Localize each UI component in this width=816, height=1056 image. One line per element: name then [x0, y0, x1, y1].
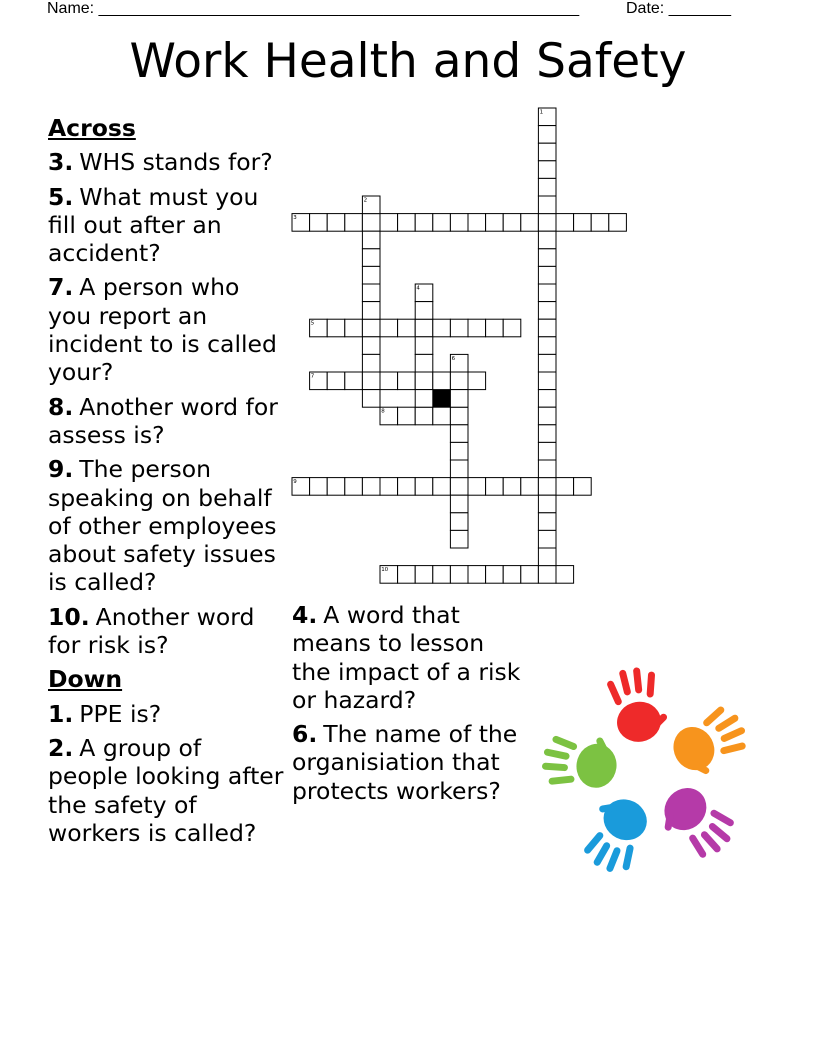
down-clue-4 — [292, 601, 522, 714]
crossword-cell[interactable] — [468, 214, 486, 232]
crossword-cell[interactable] — [415, 302, 433, 320]
crossword-cell[interactable] — [415, 337, 433, 355]
crossword-cell[interactable] — [538, 284, 556, 302]
crossword-cell[interactable] — [574, 478, 592, 496]
crossword-cell[interactable] — [362, 478, 380, 496]
crossword-cell[interactable] — [503, 566, 521, 584]
down-heading: Down — [48, 665, 123, 694]
crossword-cell[interactable] — [503, 319, 521, 337]
crossword-cell[interactable] — [538, 495, 556, 513]
crossword-cell[interactable] — [538, 266, 556, 284]
cell-number: 6 — [451, 355, 456, 362]
crossword-cell[interactable] — [538, 425, 556, 443]
crossword-cell[interactable] — [415, 390, 433, 408]
crossword-cell[interactable] — [574, 214, 592, 232]
crossword-cell[interactable] — [398, 372, 416, 390]
hand-print — [664, 700, 756, 784]
crossword-cell[interactable] — [433, 372, 451, 390]
crossword-cell[interactable] — [538, 126, 556, 144]
clue-text: What must you fill out after an accident? — [48, 182, 259, 268]
crossword-cell[interactable] — [503, 478, 521, 496]
crossword-cell[interactable] — [556, 478, 574, 496]
crossword-cell[interactable] — [468, 319, 486, 337]
cell-number: 8 — [381, 408, 385, 415]
crossword-cell[interactable] — [380, 319, 398, 337]
crossword-cell[interactable] — [362, 231, 380, 249]
crossword-cell[interactable] — [468, 566, 486, 584]
crossword-cell[interactable] — [450, 513, 468, 531]
crossword-cell[interactable] — [362, 284, 380, 302]
down-clue-2 — [48, 734, 288, 847]
clue-text: WHS stands for? — [79, 148, 273, 177]
across-clue-10 — [48, 603, 288, 660]
crossword-cell[interactable] — [433, 478, 451, 496]
crossword-cell[interactable] — [415, 566, 433, 584]
clue-text: Another word for risk is? — [48, 602, 255, 660]
crossword-cell[interactable] — [398, 566, 416, 584]
clue-text: A group of people looking after the safety of workers is called? — [48, 733, 284, 847]
crossword-cell[interactable] — [450, 478, 468, 496]
crossword-cell[interactable] — [415, 372, 433, 390]
crossword-cell[interactable] — [362, 354, 380, 372]
crossword-cell[interactable] — [450, 407, 468, 425]
crossword-cell[interactable] — [556, 566, 574, 584]
clue-text: A person who you report an incident to is called your? — [48, 273, 277, 387]
crossword-cell[interactable] — [415, 214, 433, 232]
crossword-cell[interactable] — [538, 231, 556, 249]
page-title: Work Health and Safety — [129, 34, 687, 89]
crossword-cell[interactable] — [538, 460, 556, 478]
crossword-cell[interactable] — [398, 214, 416, 232]
crossword-cell[interactable] — [415, 407, 433, 425]
crossword-cell[interactable] — [503, 214, 521, 232]
clue-number: 7. — [48, 273, 74, 302]
crossword-cell[interactable] — [538, 566, 556, 584]
crossword-cell[interactable] — [450, 530, 468, 548]
clue-number: 8. — [48, 392, 74, 421]
crossword-cell[interactable] — [362, 372, 380, 390]
crossword-cell[interactable] — [609, 214, 627, 232]
clue-text: The name of the organisiation that protects workers? — [292, 720, 518, 805]
cell-number: 3 — [293, 215, 297, 222]
cell-number: 10 — [381, 567, 389, 574]
crossword-cell[interactable] — [538, 302, 556, 320]
crossword-cell[interactable] — [415, 319, 433, 337]
crossword-cell[interactable] — [450, 566, 468, 584]
crossword-cell[interactable] — [362, 249, 380, 267]
crossword-cell[interactable] — [345, 319, 363, 337]
crossword-cell[interactable] — [538, 143, 556, 161]
clue-number: 5. — [48, 182, 74, 211]
crossword-cell[interactable] — [538, 548, 556, 566]
clue-text: The person speaking on behalf of other employees about safety issues is called? — [48, 455, 277, 597]
clue-text: PPE is? — [79, 699, 162, 728]
crossword-cell[interactable] — [538, 513, 556, 531]
crossword-cell[interactable] — [310, 214, 328, 232]
crossword-cell[interactable] — [433, 319, 451, 337]
hand-print — [539, 729, 620, 794]
crossword-cell[interactable] — [362, 337, 380, 355]
crossword-cell[interactable] — [486, 478, 504, 496]
crossword-cell[interactable] — [538, 390, 556, 408]
crossword-cell[interactable] — [450, 495, 468, 513]
crossword-cell[interactable] — [450, 442, 468, 460]
crossword-cell[interactable] — [433, 566, 451, 584]
crossword-cell[interactable] — [362, 214, 380, 232]
crossword-cell[interactable] — [362, 302, 380, 320]
clue-number: 3. — [48, 148, 74, 177]
hand-print — [650, 777, 742, 868]
crossword-cell[interactable] — [521, 214, 539, 232]
clue-number: 6. — [292, 720, 318, 749]
crossword-cell[interactable] — [486, 319, 504, 337]
crossword-cell[interactable] — [398, 319, 416, 337]
cell-number: 2 — [363, 197, 368, 204]
clue-number: 1. — [48, 699, 74, 728]
crossword-cell[interactable] — [362, 266, 380, 284]
crossword-cell[interactable] — [380, 478, 398, 496]
crossword-cell[interactable] — [345, 478, 363, 496]
crossword-cell[interactable] — [433, 214, 451, 232]
cell-number: 1 — [539, 109, 544, 116]
crossword-cell[interactable] — [538, 442, 556, 460]
date-label: Date: _______ — [626, 0, 731, 17]
crossword-cell[interactable] — [450, 390, 468, 408]
across-heading: Across — [48, 114, 136, 142]
crossword-cell[interactable] — [556, 214, 574, 232]
crossword-cell[interactable] — [538, 354, 556, 372]
crossword-cell[interactable] — [327, 319, 345, 337]
crossword-black-cell — [433, 390, 451, 408]
crossword-cell[interactable] — [450, 372, 468, 390]
crossword-cell[interactable] — [538, 478, 556, 496]
crossword-cell[interactable] — [538, 214, 556, 232]
crossword-cell[interactable] — [415, 354, 433, 372]
crossword-cell[interactable] — [538, 372, 556, 390]
crossword-cell[interactable] — [521, 478, 539, 496]
cell-number: 7 — [310, 373, 315, 380]
clues-right-column — [292, 601, 522, 811]
colorful-hands-icon — [528, 655, 768, 895]
crossword-cell[interactable] — [468, 478, 486, 496]
crossword-cell[interactable] — [398, 407, 416, 425]
crossword-cell[interactable] — [345, 372, 363, 390]
crossword-cell[interactable] — [362, 319, 380, 337]
crossword-cell[interactable] — [538, 319, 556, 337]
clue-number: 9. — [48, 455, 74, 484]
hand-print — [604, 663, 672, 746]
clue-number: 2. — [48, 733, 74, 762]
crossword-cell[interactable] — [362, 390, 380, 408]
cell-number: 5 — [310, 320, 315, 327]
clue-text: Another word for assess is? — [48, 392, 278, 449]
crossword-cell[interactable] — [380, 214, 398, 232]
crossword-cell[interactable] — [486, 566, 504, 584]
down-clue-1 — [48, 700, 288, 728]
cell-number: 9 — [293, 479, 297, 486]
crossword-cell[interactable] — [538, 530, 556, 548]
down-clue-6 — [292, 720, 522, 805]
crossword-cell[interactable] — [538, 178, 556, 196]
clue-number: 4. — [292, 601, 318, 629]
crossword-cell[interactable] — [415, 478, 433, 496]
crossword-cell[interactable] — [468, 372, 486, 390]
hand-print — [575, 789, 657, 880]
crossword-cell[interactable] — [538, 161, 556, 179]
crossword-cell[interactable] — [486, 214, 504, 232]
crossword-cell[interactable] — [538, 249, 556, 267]
crossword-cell[interactable] — [327, 214, 345, 232]
crossword-cell[interactable] — [538, 407, 556, 425]
crossword-cell[interactable] — [450, 460, 468, 478]
clue-number: 10. — [48, 602, 90, 631]
cell-number: 4 — [416, 285, 420, 292]
clue-text: A word that means to lesson the impact of a risk or hazard? — [292, 601, 521, 714]
crossword-cell[interactable] — [450, 319, 468, 337]
crossword-cell[interactable] — [591, 214, 609, 232]
crossword-cell[interactable] — [450, 425, 468, 443]
crossword-cell[interactable] — [327, 372, 345, 390]
crossword-cell[interactable] — [398, 478, 416, 496]
name-label: Name: ______________________________________________________ — [47, 0, 580, 17]
crossword-cell[interactable] — [538, 196, 556, 214]
crossword-cell[interactable] — [327, 478, 345, 496]
crossword-cell[interactable] — [450, 214, 468, 232]
crossword-cell[interactable] — [433, 407, 451, 425]
crossword-cell[interactable] — [310, 478, 328, 496]
crossword-cell[interactable] — [345, 214, 363, 232]
crossword-cell[interactable] — [380, 372, 398, 390]
crossword-cell[interactable] — [521, 566, 539, 584]
crossword-cell[interactable] — [538, 337, 556, 355]
